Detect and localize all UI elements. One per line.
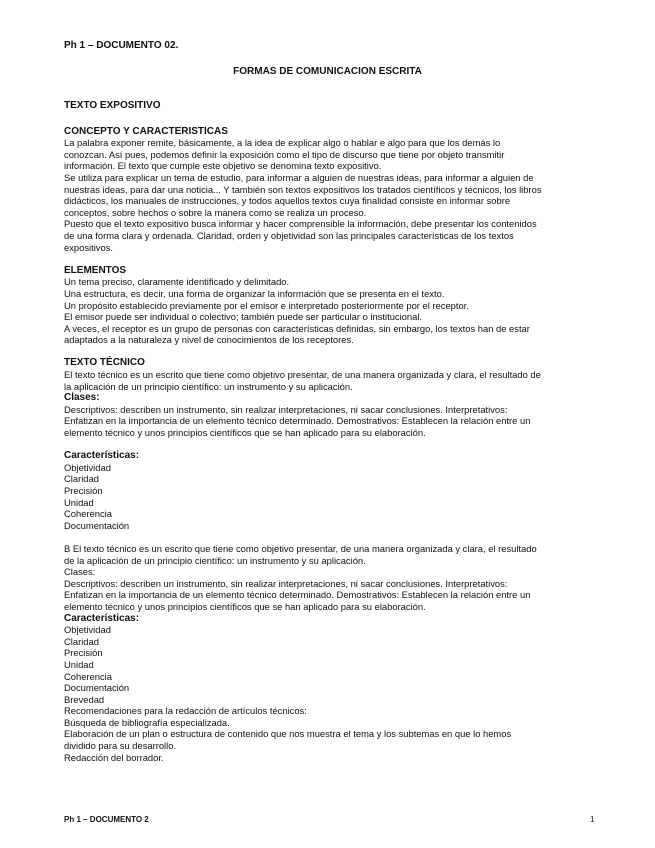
text-line: expositivos. [64, 241, 113, 253]
text-line: Descriptivos: describen un instrumento, sin realizar interpretaciones, ni sacar conclusiones. Interpretativos: [64, 577, 508, 589]
text-line: Coherencia [64, 508, 112, 520]
text-line: Precisión [64, 647, 103, 659]
text-line: Claridad [64, 635, 99, 647]
text-line: didácticos, los manuales de instrucciones, y todos aquellos textos cuya finalidad consiste en informar sobre [64, 195, 511, 207]
section-b-classes [64, 578, 589, 613]
text-line: La palabra exponer remite, básicamente, a la idea de explicar algo o hablar e algo para que los demás lo [64, 137, 501, 149]
section-b-clases-label: Clases: [64, 566, 96, 578]
text-line: información. El texto que cumple este objetivo se denomina texto expositivo. [64, 160, 382, 172]
text-line: Documentación [64, 682, 130, 694]
text-line: dividido para su desarrollo. [64, 740, 177, 752]
subheading-clases: Clases: [64, 392, 100, 404]
subheading-caracteristicas: Características: [64, 450, 140, 462]
text-line: nuestras ideas, para dar una noticia... Y también son textos expositivos los tratados científicos y técnicos, los libros [64, 183, 542, 195]
text-line: Se utiliza para explicar un tema de estudio, para informar a alguien de nuestras ideas, para informar a alguien de [64, 171, 534, 183]
subheading-concepto: CONCEPTO Y CARACTERISTICAS [64, 125, 228, 137]
text-line: A veces, el receptor es un grupo de personas con características definidas, sin embargo, los textos han de estar [64, 322, 530, 334]
text-line: conceptos, sobre hechos o sobre la manera como se realiza un proceso. [64, 206, 367, 218]
text-line: Elaboración de un plan o estructura de contenido que nos muestra el tema y los subtemas en que lo hemos [64, 728, 512, 740]
document-reference: Ph 1 – DOCUMENTO 02. [64, 40, 179, 51]
tecnico-classes [64, 404, 589, 439]
text-line: Un propósito establecido previamente por el emisor e interpretado posteriormente por el receptor. [64, 299, 469, 311]
concept-paragraph [64, 137, 589, 253]
text-line: Enfatizan en la importancia de un elemento técnico determinado. Demostrativos: Establecen la relación entre un [64, 415, 531, 427]
text-line: Puesto que el texto expositivo busca informar y hacer comprensible la información, debe presentar los contenidos [64, 218, 537, 230]
text-line: Coherencia [64, 670, 112, 682]
text-line: Unidad [64, 658, 94, 670]
text-line: Precisión [64, 485, 103, 496]
text-line: la aplicación de un principio científico: un instrumento y su aplicación. [64, 380, 353, 392]
section-heading-tecnico: TEXTO TÉCNICO [64, 357, 145, 369]
text-line: Unidad [64, 496, 94, 508]
text-line: Objetividad [64, 461, 111, 473]
document-body [64, 100, 589, 763]
text-line: elemento técnico y unos principios científicos que se han aplicado para su elaboración. [64, 600, 426, 612]
text-line: B El texto técnico es un escrito que tiene como objetivo presentar, de una manera organizada y clara, el resultado [64, 542, 537, 554]
text-line: Búsqueda de bibliografía especializada. [64, 716, 230, 728]
tecnico-features-list [64, 462, 589, 532]
subheading-elementos: ELEMENTOS [64, 264, 127, 276]
text-line: Descriptivos: describen un instrumento, sin realizar interpretaciones, ni sacar conclusiones. Interpretativos: [64, 403, 508, 415]
text-line: Una estructura, es decir, una forma de organizar la información que se presenta en el texto. [64, 287, 445, 299]
section-heading-expositivo: TEXTO EXPOSITIVO [64, 100, 161, 111]
text-line: Recomendaciones para la redacción de artículos técnicos: [64, 705, 307, 717]
text-line: Brevedad [64, 693, 105, 705]
elements-paragraph [64, 276, 589, 346]
text-line: Un tema preciso, claramente identificado y delimitado. [64, 276, 290, 288]
text-line: adaptados a la naturaleza y nivel de conocimientos de los receptores. [64, 334, 354, 346]
text-line: El emisor puede ser individual o colectivo; también puede ser particular o institucional. [64, 311, 423, 323]
text-line: Objetividad [64, 624, 111, 636]
text-line: de una forma clara y ordenada. Claridad, orden y objetividad son las principales características de los textos [64, 229, 514, 241]
text-line: de la aplicación de un principio científico: un instrumento y su aplicación. [64, 554, 366, 566]
section-b-intro [64, 543, 589, 566]
tecnico-intro [64, 369, 589, 392]
text-line: Redacción del borrador. [64, 751, 164, 763]
text-line: Claridad [64, 473, 99, 485]
page-number: 1 [590, 815, 595, 824]
text-line: conozcan. Así pues, podemos definir la exposición como el tipo de discurso que tiene por objeto transmitir [64, 148, 505, 160]
document-title: FORMAS DE COMUNICACION ESCRITA [233, 66, 422, 77]
text-line: El texto técnico es un escrito que tiene como objetivo presentar, de una manera organizada y clara, el resultado de [64, 369, 541, 381]
section-b-caracteristicas-heading: Características: [64, 612, 140, 624]
section-b-recommendations [64, 705, 589, 763]
text-line: Enfatizan en la importancia de un elemento técnico determinado. Demostrativos: Establecen la relación entre un [64, 589, 531, 601]
text-line: elemento técnico y unos principios científicos que se han aplicado para su elaboración. [64, 427, 426, 439]
section-b-features-list [64, 624, 589, 705]
text-line: Documentación [64, 519, 130, 531]
footer-document-reference: Ph 1 – DOCUMENTO 2 [64, 815, 149, 824]
